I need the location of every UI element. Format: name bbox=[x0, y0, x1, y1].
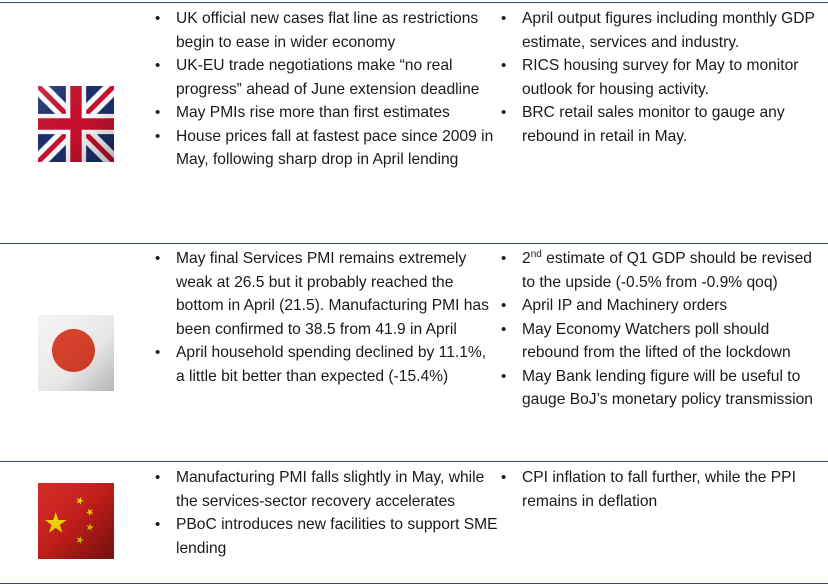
uk-flag-icon bbox=[38, 86, 114, 162]
recent-events-japan bbox=[150, 247, 498, 388]
list-item: • BRC retail sales monitor to gauge any rebound in retail in May. bbox=[496, 101, 826, 148]
ordinal-suffix: nd bbox=[530, 248, 542, 260]
recent-events-uk bbox=[150, 7, 498, 172]
ordinal-number: 2 bbox=[522, 250, 531, 267]
list-item: • May PMIs rise more than first estimates bbox=[150, 101, 498, 125]
list-item: • UK-EU trade negotiations make “no real progress” ahead of June extension deadline bbox=[150, 54, 498, 101]
list-item: • UK official new cases flat line as restrictions begin to ease in wider economy bbox=[150, 7, 498, 54]
upcoming-events-china bbox=[496, 466, 826, 513]
list-item-text: estimate of Q1 GDP should be revised to the upside (-0.5% from -0.9% qoq) bbox=[522, 250, 812, 291]
table-row-china bbox=[0, 462, 828, 584]
list-item: • May Bank lending figure will be useful to gauge BoJ’s monetary policy transmission bbox=[496, 365, 826, 412]
list-item: • PBoC introduces new facilities to support SME lending bbox=[150, 513, 498, 560]
list-item: • RICS housing survey for May to monitor outlook for housing activity. bbox=[496, 54, 826, 101]
list-item: • CPI inflation to fall further, while the PPI remains in deflation bbox=[496, 466, 826, 513]
list-item: • May Economy Watchers poll should rebound from the lifted of the lockdown bbox=[496, 318, 826, 365]
table-row-japan bbox=[0, 243, 828, 462]
list-item: • April household spending declined by 11.1%, a little bit better than expected (-15.4%) bbox=[150, 341, 498, 388]
recent-events-china bbox=[150, 466, 498, 560]
list-item: • House prices fall at fastest pace since 2009 in May, following sharp drop in April lending bbox=[150, 125, 498, 172]
upcoming-events-japan bbox=[496, 247, 826, 412]
japan-flag-icon bbox=[38, 315, 114, 391]
list-item bbox=[496, 247, 826, 294]
china-flag-icon bbox=[38, 483, 114, 559]
list-item: • Manufacturing PMI falls slightly in May, while the services-sector recovery accelerates bbox=[150, 466, 498, 513]
upcoming-events-uk bbox=[496, 7, 826, 148]
list-item: • May final Services PMI remains extremely weak at 26.5 but it probably reached the bottom in April (21.5). Manufacturing PMI has been confirmed to 38.5 from 41.9 in April bbox=[150, 247, 498, 341]
list-item: • April output figures including monthly GDP estimate, services and industry. bbox=[496, 7, 826, 54]
table-row-uk bbox=[0, 2, 828, 244]
list-item: • April IP and Machinery orders bbox=[496, 294, 826, 318]
